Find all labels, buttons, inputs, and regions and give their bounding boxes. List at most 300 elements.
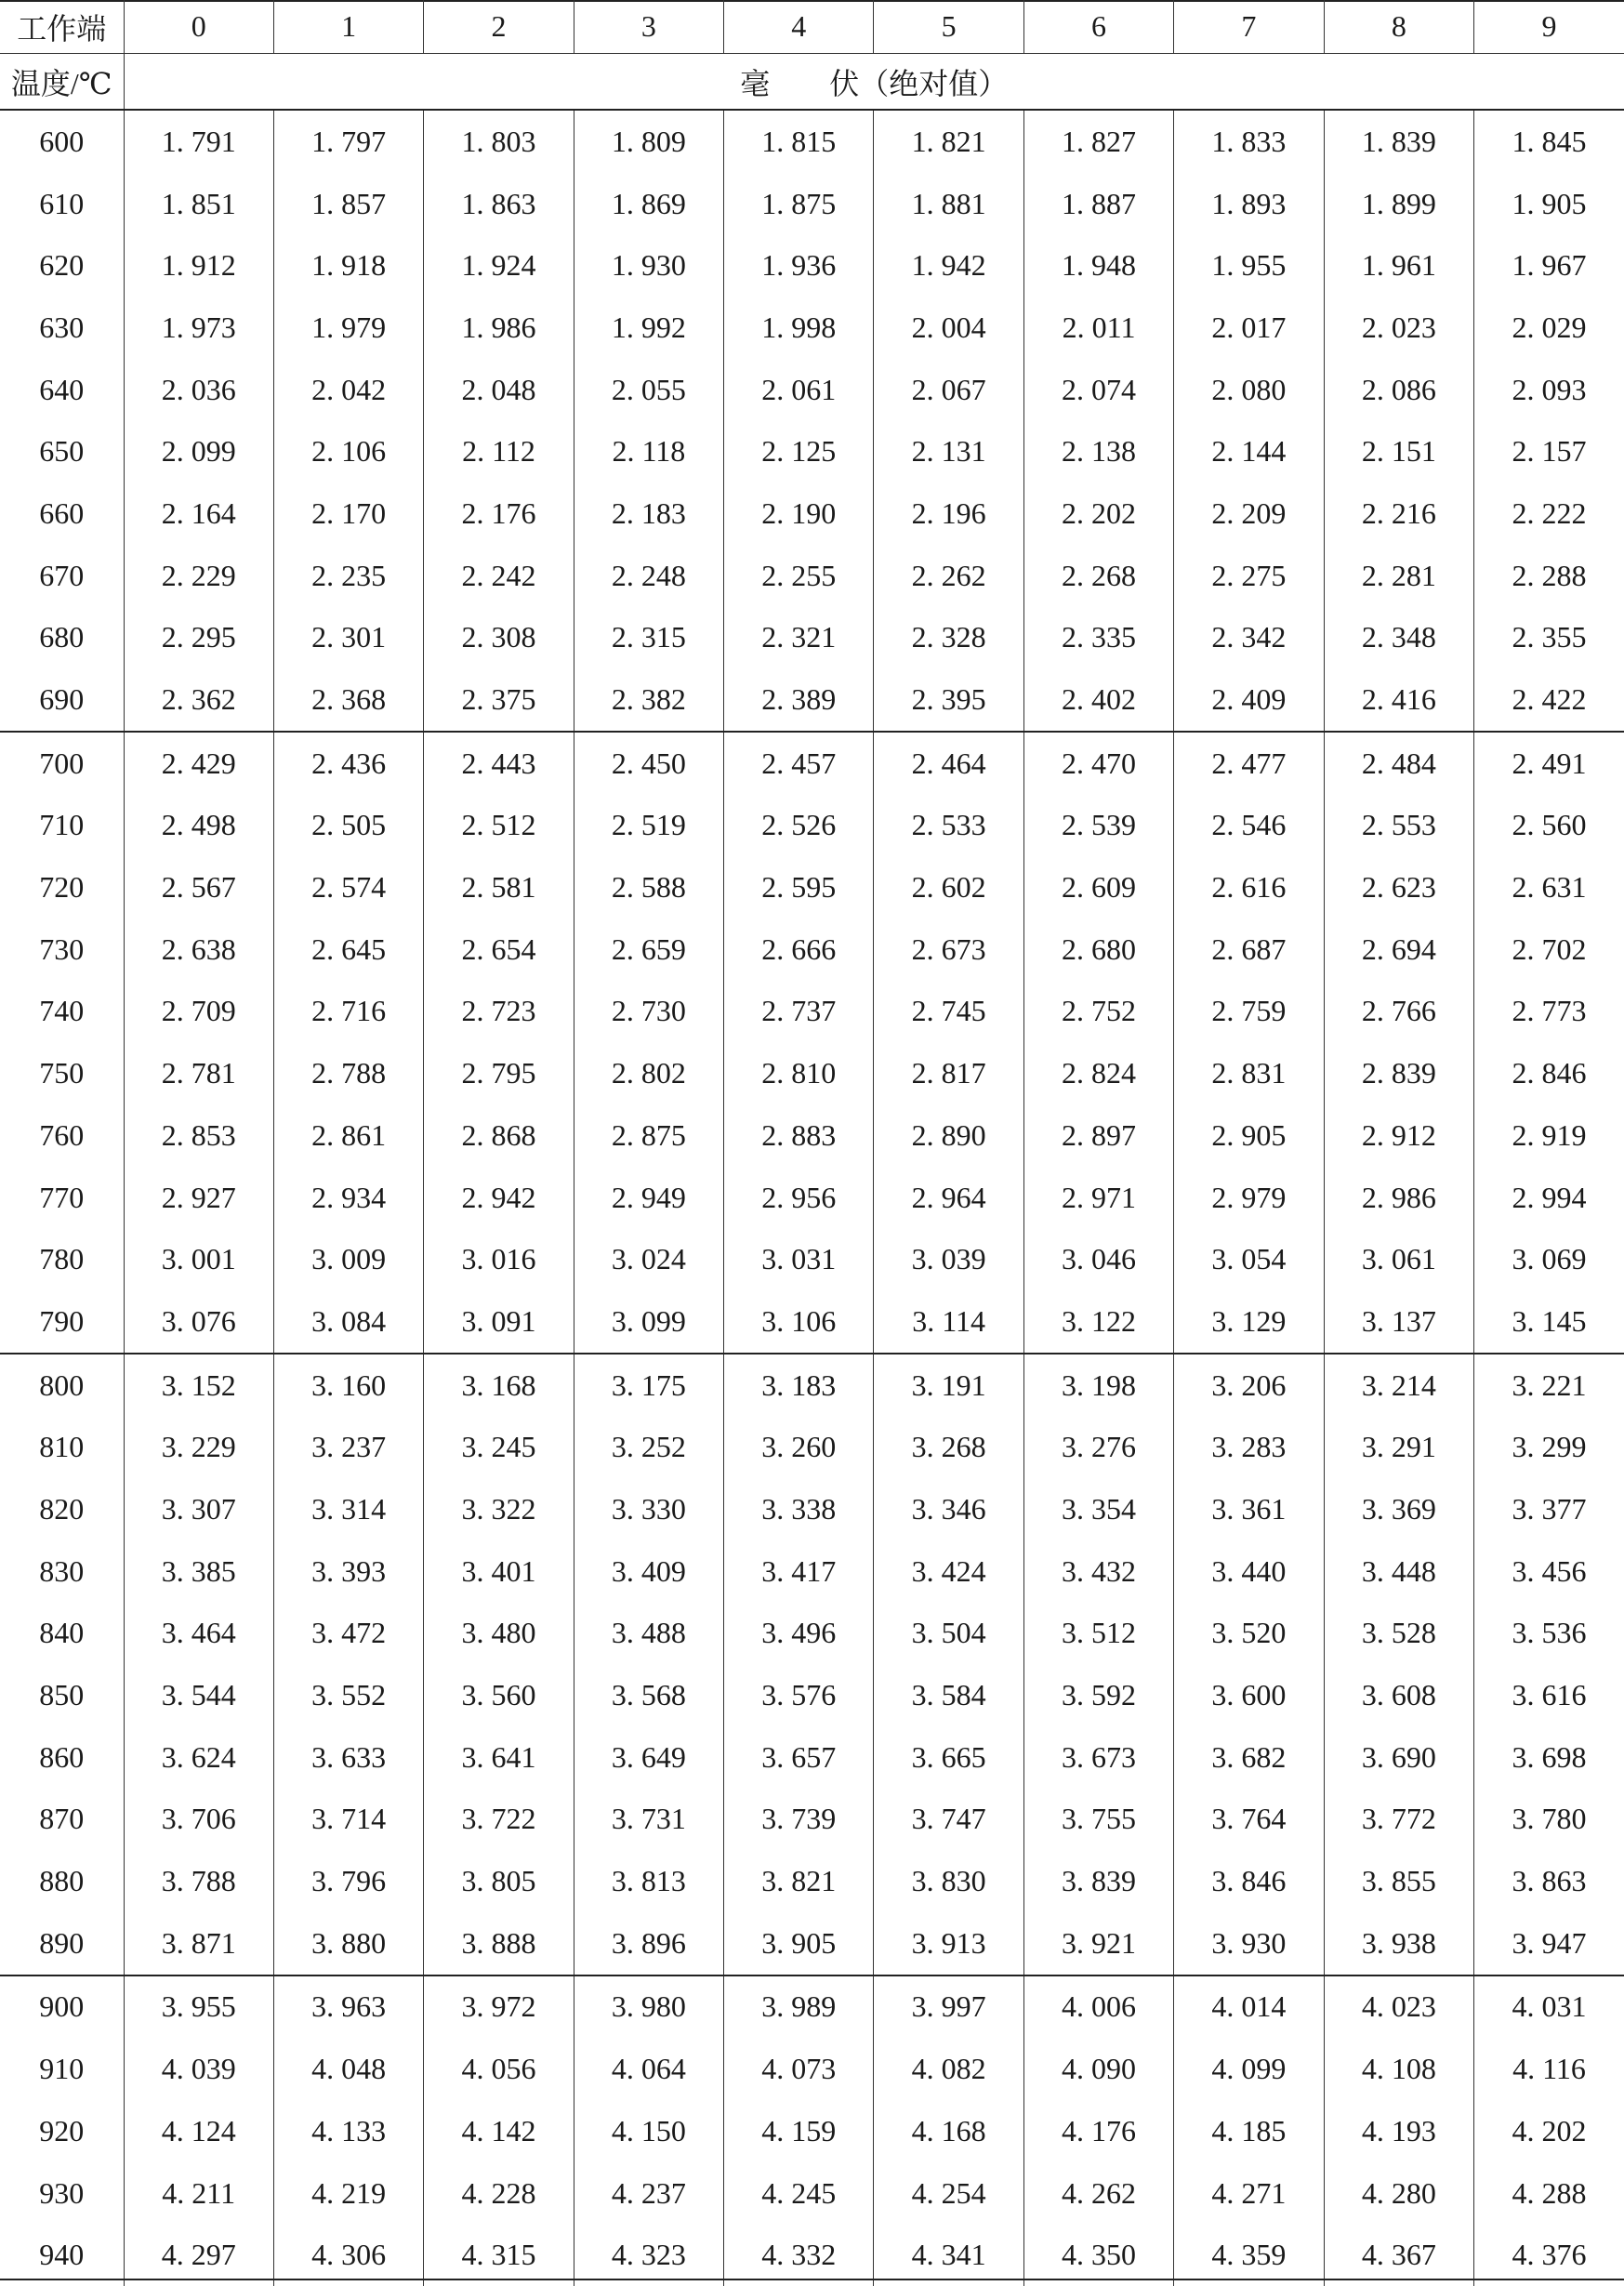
emf-value-cell: 3. 099 [574, 1290, 723, 1354]
column-header: 9 [1474, 0, 1624, 54]
emf-value-cell: 2. 248 [574, 545, 723, 607]
table-row [0, 2224, 1624, 2286]
table-body [0, 110, 1624, 2286]
emf-value-cell: 3. 641 [424, 1726, 574, 1789]
emf-value-cell: 3. 714 [273, 1789, 423, 1851]
emf-value-cell: 3. 456 [1474, 1540, 1624, 1603]
emf-value-cell: 3. 393 [273, 1540, 423, 1603]
emf-value-cell: 1. 869 [574, 173, 723, 235]
emf-value-cell: 2. 979 [1174, 1167, 1324, 1229]
table-row [0, 1228, 1624, 1290]
emf-value-cell: 1. 899 [1324, 173, 1473, 235]
emf-value-cell: 1. 918 [273, 234, 423, 297]
emf-value-cell: 4. 288 [1474, 2162, 1624, 2225]
emf-value-cell: 4. 219 [273, 2162, 423, 2225]
temperature-cell: 920 [39, 2113, 85, 2147]
emf-value-cell: 3. 129 [1174, 1290, 1324, 1354]
emf-value-cell: 2. 402 [1023, 668, 1173, 732]
temperature-cell: 700 [39, 746, 85, 780]
emf-value-cell: 2. 017 [1174, 297, 1324, 359]
emf-value-cell: 2. 609 [1023, 856, 1173, 918]
temperature-cell: 840 [39, 1616, 85, 1650]
emf-value-cell: 3. 796 [273, 1850, 423, 1912]
emf-value-cell: 3. 076 [124, 1290, 273, 1354]
emf-value-cell: 2. 255 [724, 545, 874, 607]
temperature-cell: 910 [39, 2052, 85, 2086]
emf-value-cell: 1. 973 [124, 297, 273, 359]
emf-value-cell: 2. 183 [574, 482, 723, 545]
emf-value-cell: 3. 385 [124, 1540, 273, 1603]
emf-value-cell: 2. 964 [874, 1167, 1023, 1229]
emf-value-cell: 2. 055 [574, 359, 723, 421]
temperature-cell: 650 [39, 434, 85, 469]
emf-value-cell: 2. 308 [424, 607, 574, 669]
emf-value-cell: 2. 144 [1174, 420, 1324, 482]
emf-value-cell: 3. 377 [1474, 1478, 1624, 1540]
emf-value-cell: 3. 755 [1023, 1789, 1173, 1851]
table-row [0, 1975, 1624, 2039]
emf-value-cell: 2. 795 [424, 1042, 574, 1104]
emf-value-cell: 2. 268 [1023, 545, 1173, 607]
table-row [0, 795, 1624, 857]
temperature-cell: 610 [39, 186, 85, 220]
temperature-cell: 670 [39, 558, 85, 592]
emf-value-cell: 3. 830 [874, 1850, 1023, 1912]
emf-value-cell: 2. 788 [273, 1042, 423, 1104]
temperature-cell: 740 [39, 994, 85, 1028]
emf-value-cell: 2. 138 [1023, 420, 1173, 482]
emf-value-cell: 4. 031 [1474, 1975, 1624, 2039]
emf-value-cell: 2. 262 [874, 545, 1023, 607]
emf-value-cell: 2. 817 [874, 1042, 1023, 1104]
emf-value-cell: 2. 491 [1474, 732, 1624, 795]
emf-value-cell: 2. 716 [273, 981, 423, 1043]
emf-value-cell: 1. 851 [124, 173, 273, 235]
emf-value-cell: 2. 328 [874, 607, 1023, 669]
emf-value-cell: 4. 193 [1324, 2100, 1473, 2162]
emf-value-cell: 2. 080 [1174, 359, 1324, 421]
temperature-cell: 860 [39, 1739, 85, 1774]
table-row [0, 1789, 1624, 1851]
table-row [0, 607, 1624, 669]
emf-value-cell: 3. 114 [874, 1290, 1023, 1354]
emf-value-cell: 3. 472 [273, 1603, 423, 1665]
emf-value-cell: 2. 581 [424, 856, 574, 918]
emf-value-cell: 2. 196 [874, 482, 1023, 545]
emf-value-cell: 2. 389 [724, 668, 874, 732]
emf-value-cell: 4. 023 [1324, 1975, 1473, 2039]
emf-value-cell: 2. 450 [574, 732, 723, 795]
emf-value-cell: 3. 464 [124, 1603, 273, 1665]
emf-value-cell: 2. 595 [724, 856, 874, 918]
emf-value-cell: 4. 323 [574, 2224, 723, 2286]
emf-value-cell: 4. 297 [124, 2224, 273, 2286]
emf-value-cell: 2. 036 [124, 359, 273, 421]
emf-value-cell: 3. 214 [1324, 1354, 1473, 1417]
emf-value-cell: 2. 905 [1174, 1104, 1324, 1167]
emf-value-cell: 3. 245 [424, 1416, 574, 1478]
emf-value-cell: 2. 971 [1023, 1167, 1173, 1229]
emf-value-cell: 3. 361 [1174, 1478, 1324, 1540]
emf-value-cell: 3. 145 [1474, 1290, 1624, 1354]
emf-value-cell: 3. 291 [1324, 1416, 1473, 1478]
emf-value-cell: 4. 150 [574, 2100, 723, 2162]
table-row [0, 2162, 1624, 2225]
emf-value-cell: 2. 067 [874, 359, 1023, 421]
emf-value-cell: 2. 342 [1174, 607, 1324, 669]
emf-value-cell: 2. 048 [424, 359, 574, 421]
emf-value-cell: 2. 861 [273, 1104, 423, 1167]
emf-value-cell: 1. 912 [124, 234, 273, 297]
emf-value-cell: 3. 657 [724, 1726, 874, 1789]
emf-value-cell: 2. 395 [874, 668, 1023, 732]
emf-value-cell: 2. 802 [574, 1042, 723, 1104]
table-row [0, 1850, 1624, 1912]
table-row [0, 2100, 1624, 2162]
emf-value-cell: 2. 457 [724, 732, 874, 795]
temperature-cell: 880 [39, 1864, 85, 1898]
emf-value-cell: 3. 369 [1324, 1478, 1473, 1540]
bottom-rule [0, 2279, 1624, 2280]
temp-label-line1: 工作端 [0, 0, 124, 54]
emf-value-cell: 3. 896 [574, 1912, 723, 1975]
emf-value-cell: 2. 616 [1174, 856, 1324, 918]
emf-value-cell: 3. 322 [424, 1478, 574, 1540]
emf-value-cell: 2. 151 [1324, 420, 1473, 482]
emf-value-cell: 2. 505 [273, 795, 423, 857]
emf-value-cell: 1. 887 [1023, 173, 1173, 235]
emf-value-cell: 3. 039 [874, 1228, 1023, 1290]
emf-value-cell: 3. 665 [874, 1726, 1023, 1789]
emf-value-cell: 3. 016 [424, 1228, 574, 1290]
emf-value-cell: 2. 029 [1474, 297, 1624, 359]
emf-value-cell: 2. 368 [273, 668, 423, 732]
emf-value-cell: 3. 706 [124, 1789, 273, 1851]
emf-value-cell: 3. 747 [874, 1789, 1023, 1851]
emf-value-cell: 3. 863 [1474, 1850, 1624, 1912]
emf-value-cell: 3. 346 [874, 1478, 1023, 1540]
emf-value-cell: 1. 863 [424, 173, 574, 235]
emf-value-cell: 3. 183 [724, 1354, 874, 1417]
emf-value-cell: 2. 994 [1474, 1167, 1624, 1229]
emf-value-cell: 3. 780 [1474, 1789, 1624, 1851]
emf-value-cell: 3. 528 [1324, 1603, 1473, 1665]
emf-value-cell: 2. 539 [1023, 795, 1173, 857]
emf-value-cell: 2. 315 [574, 607, 723, 669]
emf-value-cell: 2. 216 [1324, 482, 1473, 545]
emf-value-cell: 4. 202 [1474, 2100, 1624, 2162]
temperature-cell: 630 [39, 310, 85, 344]
table-row [0, 110, 1624, 173]
table-row [0, 482, 1624, 545]
emf-value-cell: 3. 191 [874, 1354, 1023, 1417]
emf-value-cell: 1. 857 [273, 173, 423, 235]
emf-value-cell: 3. 592 [1023, 1664, 1173, 1726]
emf-value-cell: 2. 086 [1324, 359, 1473, 421]
table-row [0, 420, 1624, 482]
emf-value-cell: 1. 948 [1023, 234, 1173, 297]
emf-value-cell: 4. 176 [1023, 2100, 1173, 2162]
temperature-cell: 640 [39, 372, 85, 406]
table-row [0, 1603, 1624, 1665]
table-row [0, 1167, 1624, 1229]
temperature-cell: 690 [0, 668, 124, 732]
temperature-cell: 760 [39, 1117, 85, 1152]
emf-value-cell: 2. 348 [1324, 607, 1473, 669]
emf-value-cell: 2. 242 [424, 545, 574, 607]
emf-value-cell: 3. 673 [1023, 1726, 1173, 1789]
emf-value-cell: 2. 673 [874, 918, 1023, 981]
emf-value-cell: 3. 137 [1324, 1290, 1473, 1354]
emf-value-cell: 3. 237 [273, 1416, 423, 1478]
emf-value-cell: 4. 056 [424, 2038, 574, 2100]
emf-value-cell: 1. 942 [874, 234, 1023, 297]
temperature-cell: 600 [39, 124, 85, 158]
emf-value-cell: 3. 633 [273, 1726, 423, 1789]
emf-value-cell: 2. 125 [724, 420, 874, 482]
emf-value-cell: 4. 064 [574, 2038, 723, 2100]
emf-value-cell: 1. 833 [1174, 110, 1324, 173]
emf-value-cell: 3. 690 [1324, 1726, 1473, 1789]
emf-value-cell: 1. 845 [1474, 110, 1624, 173]
emf-value-cell: 3. 448 [1324, 1540, 1473, 1603]
emf-value-cell: 4. 376 [1474, 2224, 1624, 2286]
emf-value-cell: 3. 788 [124, 1850, 273, 1912]
emf-value-cell: 3. 512 [1023, 1603, 1173, 1665]
emf-value-cell: 2. 875 [574, 1104, 723, 1167]
emf-value-cell: 3. 401 [424, 1540, 574, 1603]
temperature-cell: 680 [39, 620, 85, 654]
emf-value-cell: 4. 350 [1023, 2224, 1173, 2286]
emf-value-cell: 2. 839 [1324, 1042, 1473, 1104]
emf-value-cell: 3. 198 [1023, 1354, 1173, 1417]
emf-value-cell: 2. 853 [124, 1104, 273, 1167]
emf-value-cell: 3. 061 [1324, 1228, 1473, 1290]
emf-value-cell: 4. 245 [724, 2162, 874, 2225]
temperature-cell: 810 [39, 1430, 85, 1464]
emf-value-cell: 3. 175 [574, 1354, 723, 1417]
emf-value-cell: 3. 330 [574, 1478, 723, 1540]
emf-value-cell: 3. 440 [1174, 1540, 1324, 1603]
emf-value-cell: 3. 772 [1324, 1789, 1473, 1851]
emf-value-cell: 2. 846 [1474, 1042, 1624, 1104]
emf-value-cell: 2. 190 [724, 482, 874, 545]
emf-value-cell: 3. 031 [724, 1228, 874, 1290]
emf-value-cell: 3. 504 [874, 1603, 1023, 1665]
emf-value-cell: 3. 084 [273, 1290, 423, 1354]
table-row [0, 1912, 1624, 1975]
emf-value-cell: 2. 546 [1174, 795, 1324, 857]
emf-value-cell: 3. 424 [874, 1540, 1023, 1603]
emf-value-cell: 3. 698 [1474, 1726, 1624, 1789]
emf-value-cell: 3. 997 [874, 1975, 1023, 2039]
emf-value-cell: 3. 584 [874, 1664, 1023, 1726]
emf-value-cell: 2. 074 [1023, 359, 1173, 421]
table-row [0, 234, 1624, 297]
emf-value-cell: 4. 048 [273, 2038, 423, 2100]
emf-value-cell: 2. 375 [424, 668, 574, 732]
emf-value-cell: 2. 623 [1324, 856, 1473, 918]
column-header: 0 [124, 0, 273, 54]
emf-value-cell: 2. 666 [724, 918, 874, 981]
column-header: 7 [1174, 0, 1324, 54]
table-row [0, 1354, 1624, 1417]
temperature-cell: 940 [39, 2238, 85, 2272]
emf-value-cell: 2. 416 [1324, 668, 1473, 732]
emf-value-cell: 1. 955 [1174, 234, 1324, 297]
emf-value-cell: 2. 574 [273, 856, 423, 918]
emf-value-cell: 2. 759 [1174, 981, 1324, 1043]
emf-value-cell: 2. 281 [1324, 545, 1473, 607]
emf-value-cell: 2. 235 [273, 545, 423, 607]
emf-value-cell: 3. 480 [424, 1603, 574, 1665]
emf-value-cell: 2. 355 [1474, 607, 1624, 669]
emf-value-cell: 4. 271 [1174, 2162, 1324, 2225]
emf-value-cell: 3. 432 [1023, 1540, 1173, 1603]
emf-value-cell: 2. 519 [574, 795, 723, 857]
emf-value-cell: 3. 839 [1023, 1850, 1173, 1912]
emf-value-cell: 4. 099 [1174, 2038, 1324, 2100]
emf-value-cell: 3. 307 [124, 1478, 273, 1540]
emf-value-cell: 2. 099 [124, 420, 273, 482]
temperature-cell: 620 [39, 248, 85, 283]
column-header: 8 [1324, 0, 1473, 54]
emf-value-cell: 2. 209 [1174, 482, 1324, 545]
column-header: 5 [874, 0, 1023, 54]
emf-value-cell: 3. 947 [1474, 1912, 1624, 1975]
emf-value-cell: 2. 118 [574, 420, 723, 482]
emf-value-cell: 2. 773 [1474, 981, 1624, 1043]
emf-value-cell: 2. 730 [574, 981, 723, 1043]
emf-value-cell: 3. 913 [874, 1912, 1023, 1975]
emf-value-cell: 2. 429 [124, 732, 273, 795]
emf-value-cell: 1. 875 [724, 173, 874, 235]
emf-value-cell: 1. 827 [1023, 110, 1173, 173]
emf-value-cell: 3. 276 [1023, 1416, 1173, 1478]
temperature-cell: 780 [39, 1242, 85, 1276]
emf-value-cell: 3. 880 [273, 1912, 423, 1975]
emf-value-cell: 3. 905 [724, 1912, 874, 1975]
emf-value-cell: 2. 176 [424, 482, 574, 545]
emf-value-cell: 3. 649 [574, 1726, 723, 1789]
temperature-cell: 800 [39, 1368, 85, 1402]
emf-value-cell: 3. 624 [124, 1726, 273, 1789]
emf-value-cell: 1. 905 [1474, 173, 1624, 235]
emf-value-cell: 2. 766 [1324, 981, 1473, 1043]
emf-value-cell: 3. 496 [724, 1603, 874, 1665]
table-row [0, 1416, 1624, 1478]
emf-value-cell: 2. 645 [273, 918, 423, 981]
emf-value-cell: 1. 881 [874, 173, 1023, 235]
emf-value-cell: 4. 039 [124, 2038, 273, 2100]
emf-value-cell: 2. 409 [1174, 668, 1324, 732]
emf-value-cell: 3. 160 [273, 1354, 423, 1417]
emf-value-cell: 3. 001 [124, 1228, 273, 1290]
emf-value-cell: 2. 321 [724, 607, 874, 669]
emf-value-cell: 3. 260 [724, 1416, 874, 1478]
emf-value-cell: 2. 023 [1324, 297, 1473, 359]
emf-value-cell: 1. 893 [1174, 173, 1324, 235]
emf-value-cell: 2. 631 [1474, 856, 1624, 918]
emf-value-cell: 2. 553 [1324, 795, 1473, 857]
temperature-cell: 720 [39, 870, 85, 905]
emf-value-cell: 2. 061 [724, 359, 874, 421]
emf-value-cell: 2. 638 [124, 918, 273, 981]
emf-value-cell: 2. 362 [124, 668, 273, 732]
emf-value-cell: 2. 222 [1474, 482, 1624, 545]
emf-value-cell: 3. 054 [1174, 1228, 1324, 1290]
emf-value-cell: 2. 745 [874, 981, 1023, 1043]
table-row [0, 918, 1624, 981]
emf-value-cell: 2. 202 [1023, 482, 1173, 545]
emf-value-cell: 2. 824 [1023, 1042, 1173, 1104]
emf-value-cell: 1. 979 [273, 297, 423, 359]
table-row [0, 2038, 1624, 2100]
temperature-cell: 710 [39, 808, 85, 842]
emf-value-cell: 3. 955 [124, 1975, 273, 2039]
emf-value-cell: 3. 600 [1174, 1664, 1324, 1726]
emf-value-cell: 3. 989 [724, 1975, 874, 2039]
emf-value-cell: 3. 846 [1174, 1850, 1324, 1912]
emf-value-cell: 3. 980 [574, 1975, 723, 2039]
emf-value-cell: 1. 992 [574, 297, 723, 359]
temperature-cell: 730 [39, 932, 85, 966]
emf-value-cell: 4. 228 [424, 2162, 574, 2225]
emf-value-cell: 2. 659 [574, 918, 723, 981]
emf-value-cell: 2. 275 [1174, 545, 1324, 607]
table-row [0, 545, 1624, 607]
emf-value-cell: 3. 168 [424, 1354, 574, 1417]
emf-value-cell: 3. 338 [724, 1478, 874, 1540]
emf-value-cell: 2. 709 [124, 981, 273, 1043]
emf-value-cell: 2. 436 [273, 732, 423, 795]
emf-value-cell: 2. 949 [574, 1167, 723, 1229]
emf-value-cell: 3. 568 [574, 1664, 723, 1726]
emf-value-cell: 3. 722 [424, 1789, 574, 1851]
emf-value-cell: 2. 229 [124, 545, 273, 607]
emf-value-cell: 2. 004 [874, 297, 1023, 359]
emf-value-cell: 2. 526 [724, 795, 874, 857]
emf-value-cell: 3. 252 [574, 1416, 723, 1478]
emf-value-cell: 4. 185 [1174, 2100, 1324, 2162]
column-header: 6 [1023, 0, 1173, 54]
emf-value-cell: 2. 654 [424, 918, 574, 981]
emf-value-cell: 4. 341 [874, 2224, 1023, 2286]
emf-value-cell: 4. 306 [273, 2224, 423, 2286]
emf-value-cell: 2. 288 [1474, 545, 1624, 607]
emf-value-cell: 3. 520 [1174, 1603, 1324, 1665]
emf-value-cell: 1. 936 [724, 234, 874, 297]
emf-value-cell: 2. 498 [124, 795, 273, 857]
emf-value-cell: 3. 206 [1174, 1354, 1324, 1417]
emf-value-cell: 4. 006 [1023, 1975, 1173, 2039]
emf-value-cell: 3. 024 [574, 1228, 723, 1290]
emf-value-cell: 3. 268 [874, 1416, 1023, 1478]
emf-value-cell: 3. 221 [1474, 1354, 1624, 1417]
emf-value-cell: 3. 682 [1174, 1726, 1324, 1789]
emf-value-cell: 2. 560 [1474, 795, 1624, 857]
emf-value-cell: 4. 108 [1324, 2038, 1473, 2100]
temperature-cell: 900 [39, 1989, 85, 2024]
emf-value-cell: 2. 831 [1174, 1042, 1324, 1104]
table-row [0, 856, 1624, 918]
emf-value-cell: 2. 956 [724, 1167, 874, 1229]
emf-value-cell: 3. 608 [1324, 1664, 1473, 1726]
emf-value-cell: 2. 737 [724, 981, 874, 1043]
emf-value-cell: 3. 813 [574, 1850, 723, 1912]
emf-value-cell: 4. 237 [574, 2162, 723, 2225]
emf-value-cell: 1. 998 [724, 297, 874, 359]
